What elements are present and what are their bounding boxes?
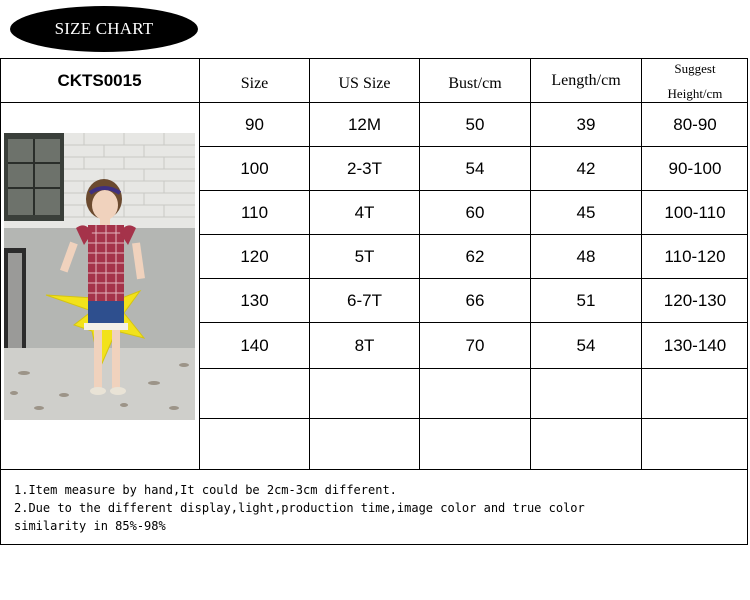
cell-length: 45 xyxy=(576,203,596,222)
suggest-label: Suggest xyxy=(674,61,716,76)
column-header-length: Length/cm xyxy=(551,72,621,89)
cell-suggest-height: 80-90 xyxy=(673,115,717,134)
cell-us-size: 5T xyxy=(354,247,375,266)
height-label: Height/cm xyxy=(667,86,723,101)
note-line-3: similarity in 85%-98% xyxy=(14,519,166,533)
column-header-us-size: US Size xyxy=(338,75,391,92)
cell-size: 120 xyxy=(240,247,269,266)
cell-suggest-height: 110-120 xyxy=(664,247,726,266)
notes xyxy=(14,481,734,535)
grid-line xyxy=(199,418,748,419)
cell-bust: 62 xyxy=(465,247,485,266)
cell-suggest-height: 100-110 xyxy=(664,203,726,222)
cell-size: 140 xyxy=(240,336,269,355)
cell-suggest-height: 130-140 xyxy=(663,336,727,355)
cell-length: 51 xyxy=(576,291,596,310)
cell-size: 130 xyxy=(240,291,269,310)
cell-length: 54 xyxy=(576,336,596,355)
note-line-2: 2.Due to the different display,light,production time,image color and true color xyxy=(14,501,585,515)
cell-us-size: 4T xyxy=(354,203,375,222)
cell-bust: 50 xyxy=(465,115,485,134)
cell-length: 48 xyxy=(576,247,596,266)
cell-us-size: 12M xyxy=(347,115,382,134)
cell-bust: 60 xyxy=(465,203,485,222)
cell-suggest-height: 120-130 xyxy=(663,291,727,310)
cell-suggest-height: 90-100 xyxy=(668,159,722,178)
size-chart-title: SIZE CHART xyxy=(54,19,154,38)
cell-size: 90 xyxy=(245,115,264,134)
cell-us-size: 6-7T xyxy=(347,291,382,310)
cell-bust: 70 xyxy=(465,336,485,355)
cell-bust: 54 xyxy=(465,159,485,178)
column-header-size: Size xyxy=(240,75,269,92)
size-chart-badge xyxy=(10,6,198,52)
cell-size: 100 xyxy=(240,159,269,178)
cell-size: 110 xyxy=(240,203,269,222)
grid-line xyxy=(0,469,748,470)
product-photo xyxy=(4,133,195,420)
cell-length: 39 xyxy=(576,115,596,134)
note-line-1: 1.Item measure by hand,It could be 2cm-3cm different. xyxy=(14,483,397,497)
cell-bust: 66 xyxy=(465,291,485,310)
column-header-bust: Bust/cm xyxy=(448,75,502,92)
cell-length: 42 xyxy=(576,159,596,178)
column-header-suggest-height xyxy=(642,57,748,105)
product-code: CKTS0015 xyxy=(57,70,142,90)
cell-us-size: 2-3T xyxy=(347,159,382,178)
cell-us-size: 8T xyxy=(354,336,375,355)
